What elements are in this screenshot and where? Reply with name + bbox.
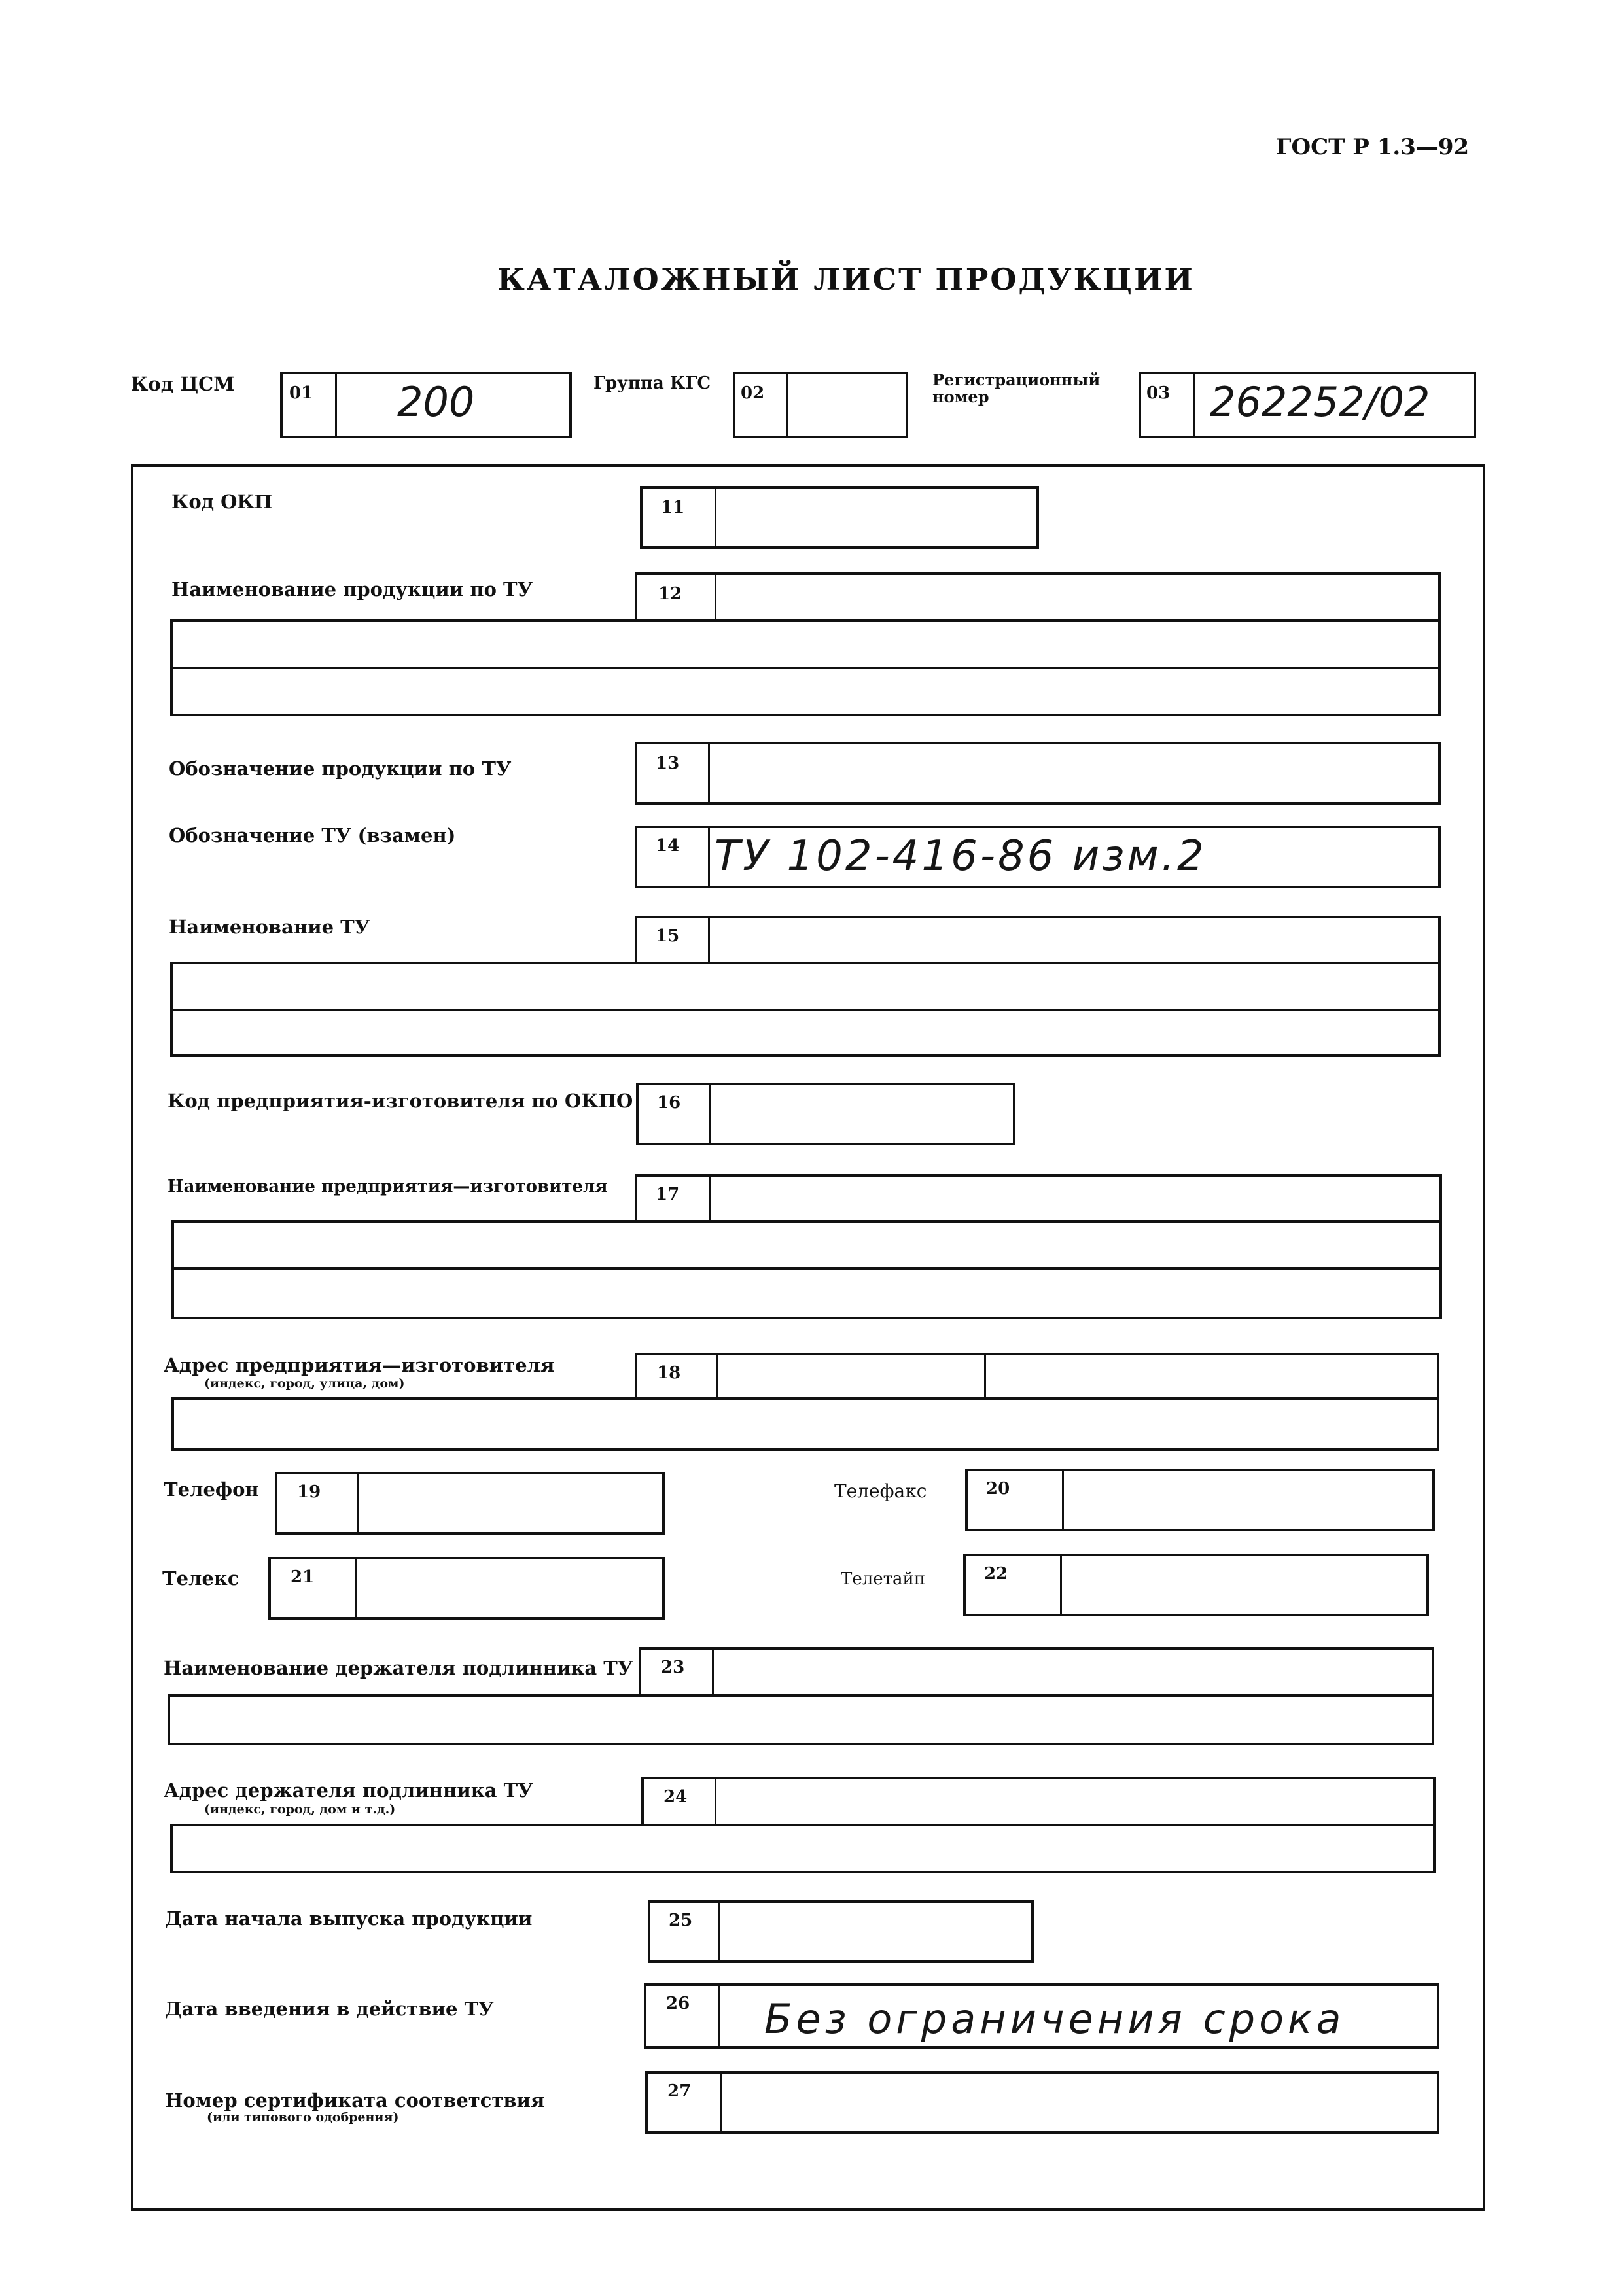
tu-holder-address-line-2[interactable] [170, 1824, 1436, 1873]
field-number: 02 [741, 383, 765, 403]
tu-name-label: Наименование ТУ [169, 916, 370, 938]
manufacturer-name-label: Наименование предприятия—изготовителя [168, 1177, 608, 1196]
tu-holder-name-box[interactable] [639, 1647, 1434, 1697]
certificate-number-sublabel: (или типового одобрения) [207, 2110, 399, 2125]
product-name-line-2[interactable] [170, 619, 1441, 669]
manufacturer-name-box[interactable] [635, 1174, 1442, 1223]
field-number: 19 [297, 1482, 321, 1502]
field-number: 25 [669, 1911, 693, 1930]
field-number: 21 [291, 1567, 315, 1587]
certificate-number-box[interactable] [645, 2071, 1439, 2134]
tu-holder-name-label: Наименование держателя подлинника ТУ [164, 1657, 633, 1679]
group-label: Группа КГС [593, 374, 711, 393]
field-number: 16 [657, 1093, 681, 1113]
reg-number-box [1139, 372, 1476, 438]
production-start-date-label: Дата начала выпуска продукции [165, 1907, 533, 1930]
product-designation-label: Обозначение продукции по ТУ [169, 757, 512, 780]
product-name-box[interactable] [635, 572, 1441, 622]
csm-code-value[interactable]: 200 [397, 378, 475, 426]
fax-label: Телефакс [834, 1480, 927, 1502]
field-number: 13 [656, 754, 680, 773]
telex-box[interactable] [268, 1557, 665, 1620]
tu-holder-name-line-2[interactable] [168, 1694, 1434, 1745]
product-designation-box[interactable] [635, 742, 1441, 805]
phone-label: Телефон [164, 1478, 259, 1501]
manufacturer-name-line-2[interactable] [171, 1220, 1442, 1270]
tu-designation-value: ТУ 102-416-86 изм.2 [715, 832, 1207, 880]
csm-code-box [280, 372, 572, 438]
field-number: 01 [289, 383, 313, 403]
csm-code-label: Код ЦСМ [131, 373, 235, 395]
tu-designation-box[interactable] [635, 826, 1441, 888]
reg-number-value[interactable]: 262252/02 [1210, 378, 1430, 426]
product-name-line-3[interactable] [170, 667, 1441, 716]
tu-designation-label: Обозначение ТУ (взамен) [169, 824, 456, 846]
tu-effective-date-box[interactable] [644, 1983, 1439, 2049]
teletype-box[interactable] [963, 1554, 1429, 1616]
group-box [733, 372, 908, 438]
field-number: 18 [657, 1363, 681, 1383]
manufacturer-address-sublabel: (индекс, город, улица, дом) [204, 1376, 405, 1391]
tu-holder-address-label: Адрес держателя подлинника ТУ [164, 1779, 533, 1801]
manufacturer-address-box[interactable] [635, 1353, 1439, 1400]
fax-box[interactable] [965, 1469, 1435, 1531]
field-number: 24 [663, 1787, 688, 1807]
field-number: 17 [656, 1185, 680, 1204]
tu-holder-address-sublabel: (индекс, город, дом и т.д.) [204, 1802, 396, 1817]
field-number: 27 [667, 2081, 692, 2101]
group-value-input[interactable] [793, 381, 898, 429]
field-number: 11 [661, 498, 685, 517]
tu-name-line-3[interactable] [170, 1009, 1441, 1057]
phone-box[interactable] [275, 1472, 665, 1535]
field-number: 14 [656, 836, 680, 856]
reg-number-label [932, 372, 1100, 406]
field-number: 23 [661, 1658, 685, 1677]
telex-label: Телекс [162, 1567, 239, 1590]
manufacturer-name-line-3[interactable] [171, 1267, 1442, 1319]
tu-name-box[interactable] [635, 916, 1441, 964]
manufacturer-address-line-2[interactable] [171, 1397, 1439, 1451]
okp-code-box[interactable] [640, 486, 1039, 549]
okpo-code-label: Код предприятия-изготовителя по ОКПО [168, 1090, 633, 1112]
tu-holder-address-box[interactable] [641, 1777, 1436, 1826]
teletype-label: Телетайп [841, 1569, 926, 1589]
page-title: КАТАЛОЖНЫЙ ЛИСТ ПРОДУКЦИИ [497, 262, 1195, 297]
field-number: 26 [666, 1994, 690, 2013]
field-number: 12 [658, 584, 682, 604]
reg-number-label-line2: номер [932, 387, 989, 407]
field-number: 15 [656, 926, 680, 946]
production-start-date-box[interactable] [648, 1900, 1034, 1963]
tu-effective-date-label: Дата введения в действие ТУ [165, 1998, 494, 2020]
field-number: 03 [1146, 383, 1171, 403]
product-name-label: Наименование продукции по ТУ [171, 578, 533, 600]
reg-number-label-line1: Регистрационный [932, 370, 1101, 389]
doc-reference: ГОСТ Р 1.3—92 [1276, 134, 1470, 160]
field-number: 20 [986, 1479, 1010, 1499]
tu-effective-date-value: Без ограничения срока [764, 1995, 1345, 2043]
field-number: 22 [984, 1564, 1008, 1584]
okpo-code-box[interactable] [636, 1083, 1015, 1145]
certificate-number-label: Номер сертификата соответствия [165, 2089, 545, 2112]
manufacturer-address-label: Адрес предприятия—изготовителя [164, 1354, 555, 1376]
okp-code-label: Код ОКП [171, 491, 273, 513]
tu-name-line-2[interactable] [170, 962, 1441, 1011]
